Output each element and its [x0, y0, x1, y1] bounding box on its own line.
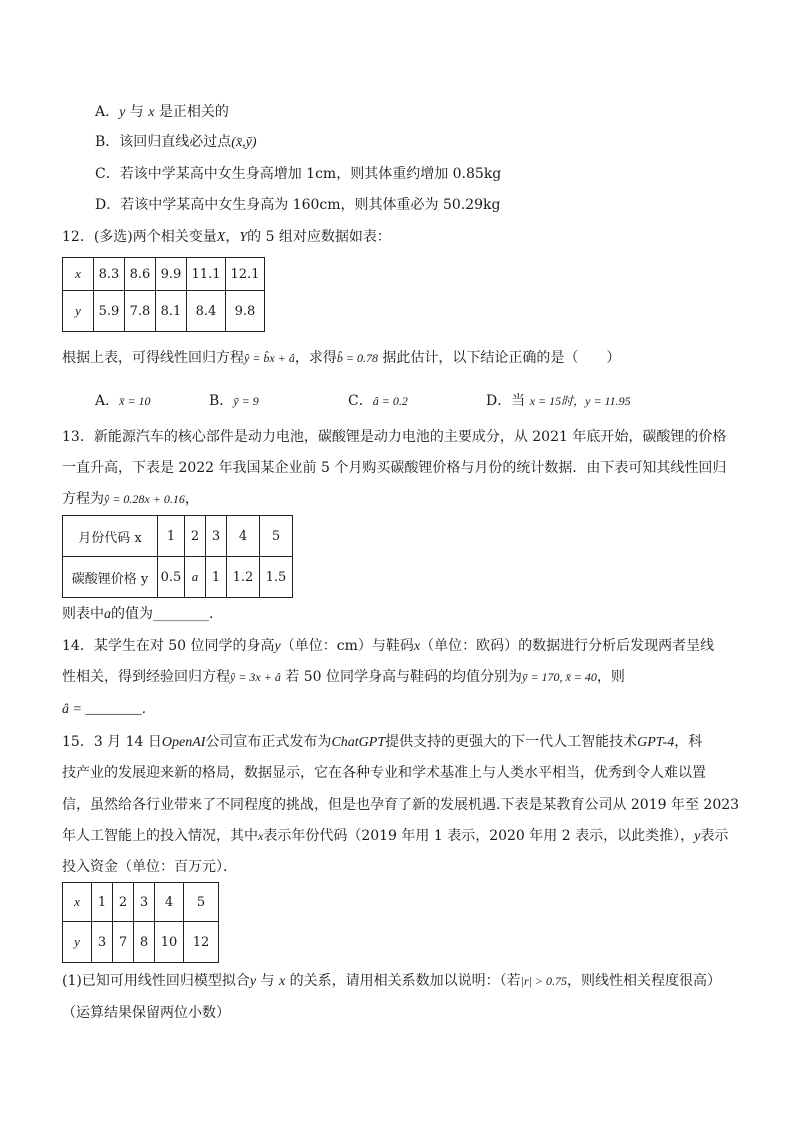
q15-line4: [62, 826, 728, 847]
table-row: [63, 516, 293, 557]
row-label: x: [63, 258, 94, 291]
question-tag: (多选): [93, 229, 133, 245]
regression-equation: ŷ = 3x + â: [230, 670, 281, 684]
var-y: y: [249, 974, 257, 989]
table-cell: 0.5: [158, 557, 185, 598]
question-number: 12．: [62, 229, 94, 245]
table-cell: 5: [184, 883, 219, 922]
table-cell: 8.3: [94, 258, 125, 291]
stem-text: （单位：欧码）的数据进行分析后发现两者呈线: [420, 638, 715, 654]
option-label: B．: [95, 134, 120, 150]
table-cell: 12.1: [226, 258, 265, 291]
table-cell: 10: [155, 922, 184, 963]
var-x: x: [148, 105, 155, 120]
table-cell: 1: [158, 516, 185, 557]
row-label: x: [63, 883, 92, 922]
option-text: 与: [125, 104, 149, 120]
var-X: X: [216, 230, 226, 245]
q14-line2: [62, 667, 625, 687]
q11-option-d: [95, 195, 501, 215]
r-condition: |r| > 0.75: [520, 974, 568, 988]
stem-text: 14．某学生在对 50 位同学的身高: [62, 638, 275, 654]
stem-text: ，: [225, 229, 240, 245]
table-cell: 2: [113, 883, 134, 922]
q15-sub1-line1: [62, 971, 721, 992]
table-cell: 8.4: [187, 291, 226, 332]
option-label: A．: [95, 393, 120, 409]
table-cell: 1.2: [227, 557, 260, 598]
q15-line3: 信，虽然给各行业带来了不同程度的挑战，但是也孕育了新的发展机遇.下表是某教育公司从 2019 年至 2023: [62, 797, 740, 813]
option-text: 该回归直线必过点: [119, 134, 232, 150]
option-label: D．: [486, 393, 512, 409]
slope-value: b̂ = 0.78: [336, 351, 378, 365]
option-label: C．: [95, 166, 120, 182]
table-cell: 7.8: [125, 291, 156, 332]
table-cell: 9.8: [226, 291, 265, 332]
stem-text: 公司宣布正式发布为: [205, 734, 332, 750]
stem-text: ，: [184, 491, 199, 507]
option-expr: x̄ = 10: [119, 394, 151, 408]
stem-text: 提供支持的更强大的下一代人工智能技术: [385, 734, 638, 750]
option-text: 是正相关的: [154, 104, 229, 120]
table-cell: 11.1: [187, 258, 226, 291]
stem-text: 表示年份代码（2019 年用 1 表示，2020 年用 2 表示，以此类推），: [263, 828, 695, 844]
stem-text: （单位：cm）与鞋码: [280, 638, 414, 654]
q12-option-c: [348, 391, 408, 411]
var-x: x: [413, 639, 421, 654]
answer-blank: â = ________．: [62, 702, 156, 717]
q13-line1: 13．新能源汽车的核心部件是动力电池，碳酸锂是动力电池的主要成分，从 2021 年底开始，碳酸锂的价格: [62, 429, 727, 445]
q12-option-b: [209, 391, 259, 411]
q12-line2: [62, 348, 620, 368]
stem-text: 与: [256, 973, 279, 989]
mean-point: (x̄,ȳ): [231, 135, 257, 150]
var-y: y: [119, 105, 126, 120]
table-cell: 8.6: [125, 258, 156, 291]
q13-answer-line: [62, 604, 223, 625]
stem-text: 年人工智能上的投入情况，其中: [62, 828, 258, 844]
stem-text: 据此估计，以下结论正确的是（ ）: [377, 350, 621, 366]
option-text: 若该中学某高中女生身高增加 1cm，则其体重约增加 0.85kg: [119, 166, 502, 182]
table-row: [63, 883, 219, 922]
brand-chatgpt: ChatGPT: [331, 735, 386, 750]
stem-text: ，科: [674, 734, 703, 750]
mean-values: ȳ = 170, x̄ = 40: [522, 670, 597, 684]
option-label: C．: [348, 393, 373, 409]
q11-option-a: [95, 102, 229, 123]
q15-data-table: [62, 882, 219, 963]
stem-text: 方程为: [62, 491, 104, 507]
var-y: y: [694, 829, 701, 844]
stem-text: ，则线性相关程度很高）: [567, 973, 722, 989]
q12-option-d: [486, 391, 631, 411]
table-row: [63, 557, 293, 598]
table-cell: a: [185, 557, 206, 598]
table-row: [63, 922, 219, 963]
regression-equation: ŷ = 0.28x + 0.16: [104, 492, 185, 506]
option-label: A．: [95, 104, 120, 120]
stem-text: 的关系，请用相关系数加以说明：（若: [285, 973, 521, 989]
var-Y: Y: [239, 230, 248, 245]
option-text: 若该中学某高中女生身高为 160cm，则其体重必为 50.29kg: [120, 197, 501, 213]
table-row: [63, 258, 265, 291]
table-cell: 7: [113, 922, 134, 963]
q14-line3: [62, 699, 155, 720]
row-label: y: [63, 291, 94, 332]
q11-option-b: [95, 132, 257, 153]
q15-sub1-line2: （运算结果保留两位小数）: [62, 1005, 230, 1021]
option-label: B．: [209, 393, 234, 409]
row-label: 碳酸锂价格 y: [63, 557, 158, 598]
option-expr: y = 11.95: [585, 394, 631, 408]
var-y: y: [274, 639, 281, 654]
stem-text: ，则: [596, 669, 625, 685]
q15-line1: [62, 732, 702, 753]
q13-data-table: [62, 515, 293, 598]
table-cell: 5.9: [94, 291, 125, 332]
stem-text: 两个相关变量: [132, 229, 217, 245]
stem-text: 表示: [700, 828, 729, 844]
q12-option-a: [95, 391, 151, 411]
stem-text: 性相关，得到经验回归方程: [62, 669, 230, 685]
stem-text: 根据上表，可得线性回归方程: [62, 350, 244, 366]
table-cell: 12: [184, 922, 219, 963]
option-condition: x = 15时，: [529, 394, 586, 408]
table-cell: 2: [185, 516, 206, 557]
option-label: D．: [95, 197, 121, 213]
stem-text: ，求得: [294, 350, 337, 366]
q15-line2: 技产业的发展迎来新的格局，数据显示，它在各种专业和学术基准上与人类水平相当，优秀到令人难以置: [62, 765, 706, 781]
table-cell: 5: [260, 516, 293, 557]
q13-line3: [62, 489, 199, 509]
q12-stem: [62, 227, 391, 248]
table-cell: 1.5: [260, 557, 293, 598]
option-text: 当: [511, 393, 530, 409]
var-x: x: [258, 829, 264, 843]
table-cell: 4: [227, 516, 260, 557]
table-row: [63, 291, 265, 332]
var-x: x: [278, 974, 286, 989]
row-label: y: [63, 922, 92, 963]
var-a: a: [104, 607, 111, 622]
q12-data-table: [62, 257, 265, 332]
stem-text: 则表中: [62, 606, 104, 622]
table-cell: 3: [206, 516, 227, 557]
q11-option-c: [95, 164, 501, 184]
regression-equation: ŷ = b̂x + â: [244, 351, 295, 365]
brand-openai: OpenAI: [161, 735, 206, 750]
stem-text: 的 5 组对应数据如表：: [247, 229, 391, 245]
q14-line1: [62, 636, 714, 657]
table-cell: 8: [134, 922, 155, 963]
q13-line2: 一直升高，下表是 2022 年我国某企业前 5 个月购买碳酸锂价格与月份的统计数据．由下表可知其线性回归: [62, 460, 727, 476]
table-cell: 4: [155, 883, 184, 922]
table-cell: 3: [92, 922, 113, 963]
table-cell: 9.9: [156, 258, 187, 291]
stem-text: 15．3 月 14 日: [62, 734, 162, 750]
table-cell: 1: [206, 557, 227, 598]
stem-text: (1)已知可用线性回归模型拟合: [62, 973, 250, 989]
table-cell: 8.1: [156, 291, 187, 332]
option-expr: â = 0.2: [372, 394, 408, 408]
row-label: 月份代码 x: [63, 516, 158, 557]
table-cell: 3: [134, 883, 155, 922]
stem-text: 若 50 位同学身高与鞋码的均值分别为: [280, 669, 523, 685]
answer-blank: 的值为________．: [111, 606, 223, 622]
option-expr: ȳ = 9: [233, 394, 259, 408]
q15-line5: 投入资金（单位：百万元）．: [62, 859, 237, 875]
table-cell: 1: [92, 883, 113, 922]
brand-gpt4: GPT-4: [637, 735, 675, 750]
